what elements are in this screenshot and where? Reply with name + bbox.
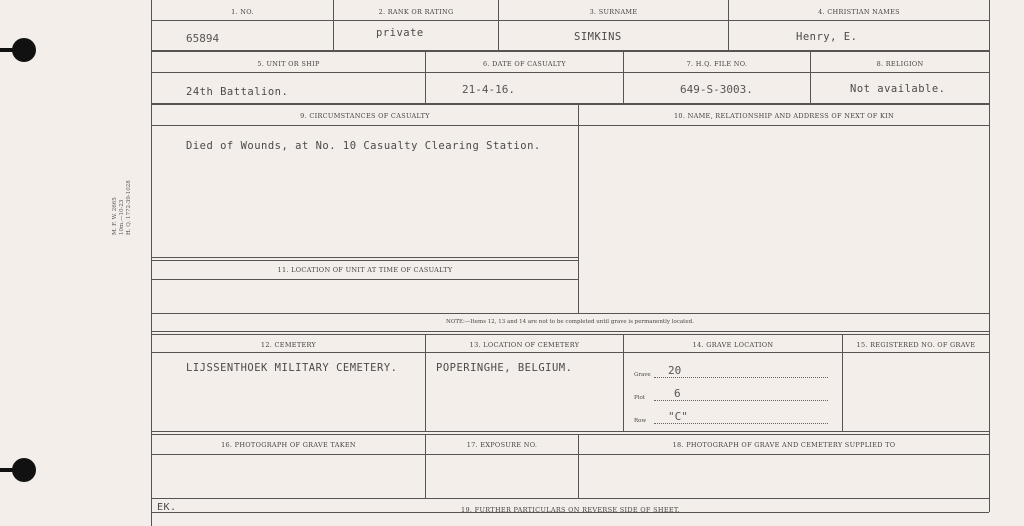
- header-exposure: 17. EXPOSURE NO.: [466, 441, 538, 449]
- value-initials: EK.: [157, 502, 177, 513]
- value-religion: Not available.: [850, 83, 946, 95]
- photo-bottom: [152, 498, 989, 499]
- footer-further-particulars: 19. FURTHER PARTICULARS ON REVERSE SIDE OF SHEET.: [461, 506, 680, 514]
- form-print-code: M. F. W. 2665 10m.—10-23 H. Q. 1772-39-1028: [112, 180, 132, 235]
- header-cemetery-location: 13. LOCATION OF CEMETERY: [469, 341, 580, 349]
- value-no: 65894: [186, 32, 220, 45]
- header-hq-file: 7. H.Q. FILE NO.: [686, 60, 748, 68]
- grave-dots: [654, 377, 828, 378]
- value-grave: 20: [668, 364, 682, 377]
- header-grave-location: 14. GRAVE LOCATION: [692, 341, 774, 349]
- row3-col-sep: [578, 105, 579, 313]
- header-location-unit: 11. LOCATION OF UNIT AT TIME OF CASUALTY: [277, 266, 453, 274]
- header-rank: 2. RANK OR RATING: [378, 8, 454, 16]
- value-circumstances: Died of Wounds, at No. 10 Casualty Clearing Station.: [186, 140, 541, 152]
- binder-hole-top: [12, 38, 36, 62]
- binder-hole-bottom: [12, 458, 36, 482]
- value-row: "C": [668, 410, 688, 423]
- location-top-1: [152, 257, 578, 258]
- header-surname: 3. SURNAME: [589, 8, 638, 16]
- cemetery-bottom-1: [152, 431, 989, 432]
- location-top-2: [152, 260, 578, 261]
- value-christian-names: Henry, E.: [796, 31, 858, 43]
- row1-bottom: [152, 50, 989, 52]
- header-next-of-kin: 10. NAME, RELATIONSHIP AND ADDRESS OF NEXT OF KIN: [673, 112, 894, 120]
- header-circumstances: 9. CIRCUMSTANCES OF CASUALTY: [300, 112, 430, 120]
- value-hq-file: 649-S-3003.: [680, 83, 753, 96]
- note-bottom-1: [152, 331, 989, 332]
- header-photo-supplied: 18. PHOTOGRAPH OF GRAVE AND CEMETERY SUPPLIED TO: [672, 441, 896, 449]
- plot-dots: [654, 400, 828, 401]
- row-dots: [654, 423, 828, 424]
- header-christian-names: 4. CHRISTIAN NAMES: [818, 8, 900, 16]
- location-divider: [152, 279, 578, 280]
- row1-divider: [152, 20, 989, 21]
- value-plot: 6: [674, 387, 681, 400]
- note-bottom-2: [152, 334, 989, 335]
- photo-divider: [152, 454, 989, 455]
- value-cemetery-location: POPERINGHE, BELGIUM.: [436, 362, 573, 374]
- value-surname: SIMKINS: [574, 31, 622, 43]
- right-border: [989, 0, 990, 512]
- value-date: 21-4-16.: [462, 83, 515, 96]
- label-grave: Grave: [634, 372, 651, 378]
- header-date: 6. DATE OF CASUALTY: [482, 60, 567, 68]
- note-top: [152, 313, 989, 314]
- value-rank: private: [376, 27, 424, 39]
- header-registered-no: 15. REGISTERED NO. OF GRAVE: [856, 341, 976, 349]
- value-unit: 24th Battalion.: [186, 86, 289, 98]
- row3-divider: [152, 125, 989, 126]
- note-text: NOTE:—Items 12, 13 and 14 are not to be completed until grave is permanently located.: [446, 319, 694, 325]
- header-unit: 5. UNIT OR SHIP: [257, 60, 320, 68]
- header-religion: 8. RELIGION: [876, 60, 924, 68]
- cemetery-divider: [152, 352, 989, 353]
- cemetery-bottom-2: [152, 434, 989, 435]
- header-cemetery: 12. CEMETERY: [260, 341, 317, 349]
- header-no: 1. NO.: [231, 8, 254, 16]
- label-plot: Plot: [634, 395, 645, 401]
- row2-bottom: [152, 103, 989, 105]
- value-cemetery: LIJSSENTHOEK MILITARY CEMETERY.: [186, 362, 398, 374]
- row2-divider: [152, 72, 989, 73]
- label-row: Row: [634, 418, 647, 424]
- header-photo-taken: 16. PHOTOGRAPH OF GRAVE TAKEN: [221, 441, 356, 449]
